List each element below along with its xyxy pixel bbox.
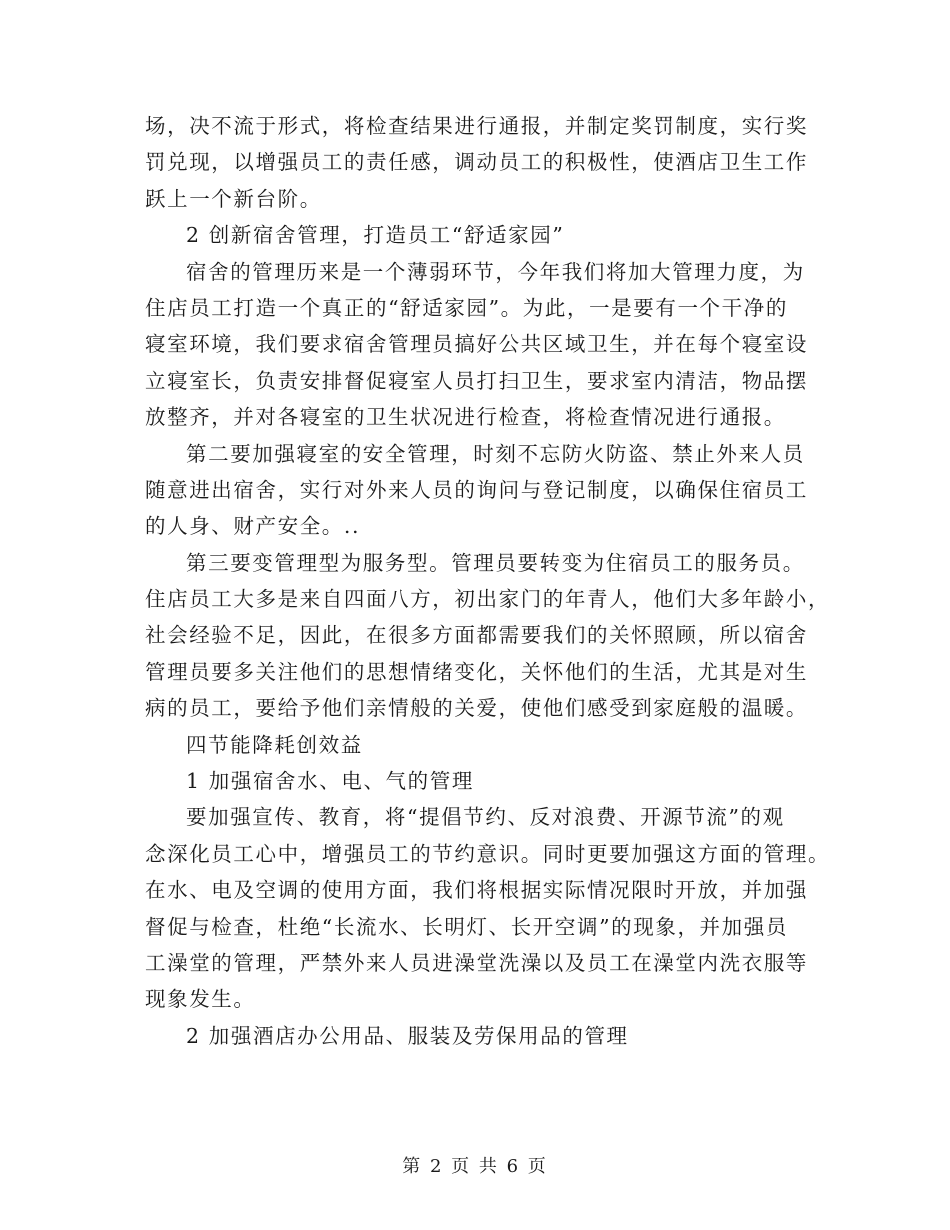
text-line: 念深化员工心中，增强员工的节约意识。同时更要加强这方面的管理。 (145, 841, 831, 866)
text-line: 管理员要多关注他们的思想情绪变化，关怀他们的生活，尤其是对生 (145, 659, 808, 684)
text-line: 随意进出宿舍，实行对外来人员的询问与登记制度，以确保住宿员工 (145, 477, 808, 502)
text-line: 寝室环境，我们要求宿舍管理员搞好公共区域卫生，并在每个寝室设 (145, 332, 808, 357)
text-line: 的人身、财产安全。.. (145, 514, 361, 539)
page-number-footer: 第 2 页 共 6 页 (402, 1156, 548, 1177)
text-line: 宿舍的管理历来是一个薄弱环节，今年我们将加大管理力度，为 (186, 259, 805, 284)
text-line: 放整齐，并对各寝室的卫生状况进行检查，将检查情况进行通报。 (145, 405, 786, 430)
text-line: 跃上一个新台阶。 (145, 186, 322, 211)
text-line: 要加强宣传、教育，将“提倡节约、反对浪费、开源节流”的观 (186, 805, 785, 830)
text-line: 场，决不流于形式，将检查结果进行通报，并制定奖罚制度，实行奖 (145, 114, 808, 138)
text-line: 住店员工打造一个真正的“舒适家园”。为此，一是要有一个干净的 (145, 295, 788, 320)
text-line: 病的员工，要给予他们亲情般的关爱，使他们感受到家庭般的温暖。 (145, 696, 808, 721)
text-line: 第二要加强寝室的安全管理，时刻不忘防火防盗、禁止外来人员 (186, 441, 805, 466)
text-line: 住店员工大多是来自四面八方，初出家门的年青人，他们大多年龄小， (145, 587, 831, 612)
section-heading: 四节能降耗创效益 (186, 732, 363, 757)
text-line: 罚兑现，以增强员工的责任感，调动员工的积极性，使酒店卫生工作 (145, 150, 808, 175)
section-heading: 1 加强宿舍水、电、气的管理 (186, 769, 474, 794)
text-line: 在水、电及空调的使用方面，我们将根据实际情况限时开放，并加强 (145, 878, 808, 903)
text-line: 第三要变管理型为服务型。管理员要转变为住宿员工的服务员。 (186, 550, 805, 575)
section-heading: 2 创新宿舍管理，打造员工“舒适家园” (186, 223, 565, 248)
text-line: 督促与检查，杜绝“长流水、长明灯、长开空调”的现象，并加强员 (145, 914, 788, 939)
text-line: 现象发生。 (145, 987, 256, 1012)
text-line: 工澡堂的管理，严禁外来人员进澡堂洗澡以及员工在澡堂内洗衣服等 (145, 950, 808, 975)
text-line: 社会经验不足，因此，在很多方面都需要我们的关怀照顾，所以宿舍 (145, 623, 808, 648)
section-heading: 2 加强酒店办公用品、服装及劳保用品的管理 (186, 1023, 629, 1048)
document-body (145, 108, 831, 1054)
text-line: 立寝室长，负责安排督促寝室人员打扫卫生，要求室内清洁，物品摆 (145, 368, 808, 393)
